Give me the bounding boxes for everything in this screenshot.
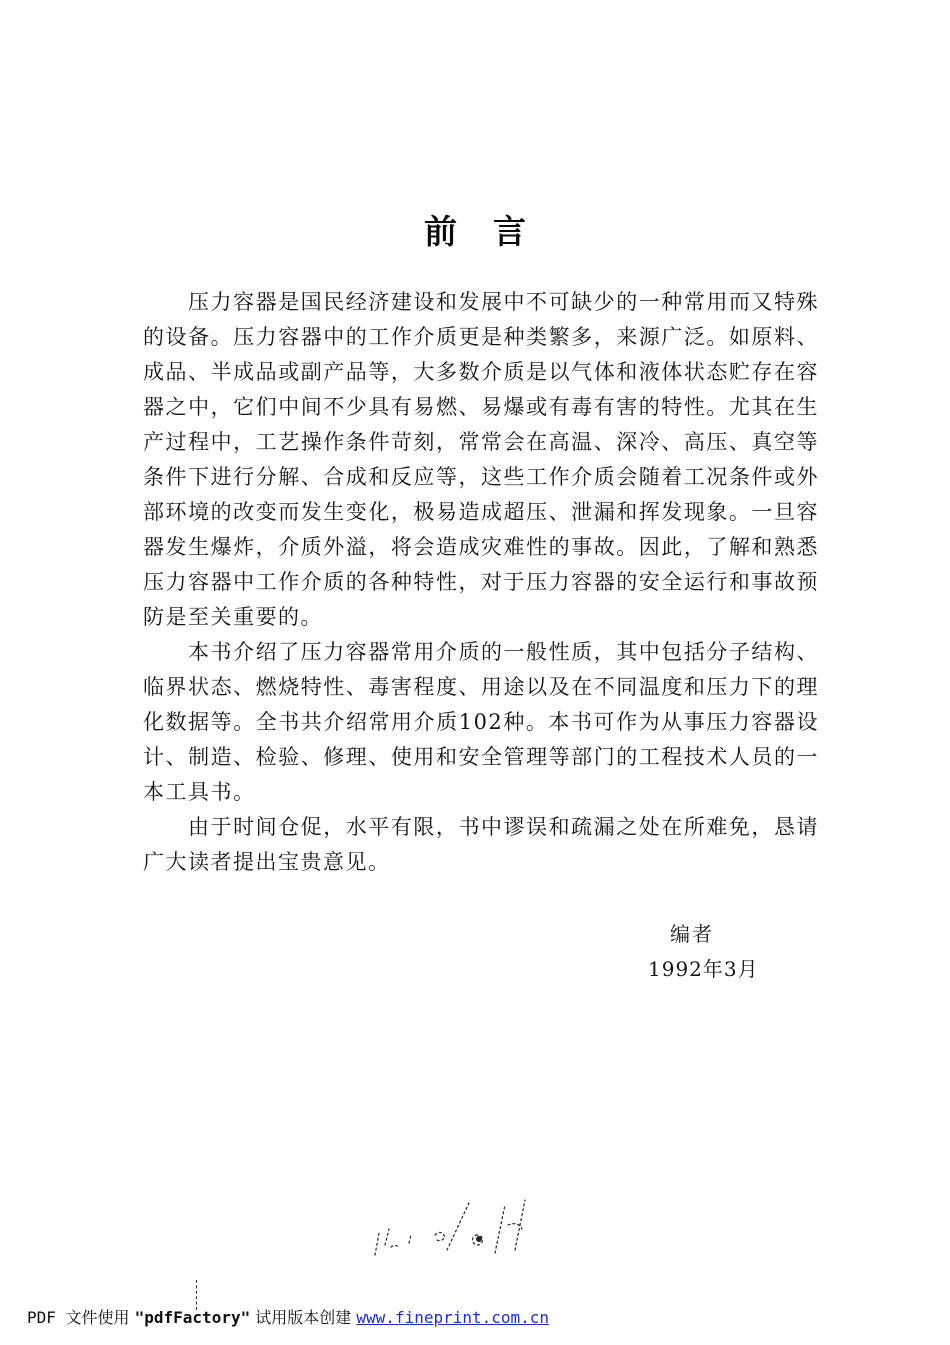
paragraph-2: 本书介绍了压力容器常用介质的一般性质，其中包括分子结构、临界状态、燃烧特性、毒害程度、用途以及在不同温度和压力下的理化数据等。全书共介绍常用介质102种。本书可作为从事压力容器设计、制造、检验、修理、使用和安全管理等部门的工程技术人员的一本工具书。 <box>143 640 819 804</box>
preface-body <box>143 285 819 880</box>
signature-date: 1992年3月 <box>648 957 759 981</box>
text-cursor-mark <box>196 1280 198 1310</box>
signature-author: 编者 <box>670 922 714 946</box>
paragraph-1: 压力容器是国民经济建设和发展中不可缺少的一种常用而又特殊的设备。压力容器中的工作介质更是种类繁多，来源广泛。如原料、成品、半成品或副产品等，大多数介质是以气体和液体状态贮存在容器之中，它们中间不少具有易燃、易爆或有毒有害的特性。尤其在生产过程中，工艺操作条件苛刻，常常会在高温、深冷、高压、真空等条件下进行分解、合成和反应等，这些工作介质会随着工况条件或外部环境的改变而发生变化，极易造成超压、泄漏和挥发现象。一旦容器发生爆炸，介质外溢，将会造成灾难性的事故。因此，了解和熟悉压力容器中工作介质的各种特性，对于压力容器的安全运行和事故预防是至关重要的。 <box>143 290 819 629</box>
paragraph-3: 由于时间仓促，水平有限，书中谬误和疏漏之处在所难免，恳请广大读者提出宝贵意见。 <box>143 815 819 874</box>
footer-text-2: 试用版本创建 <box>250 1308 357 1327</box>
handwritten-mark-icon <box>365 1195 550 1260</box>
fineprint-link[interactable]: www.fineprint.com.cn <box>356 1308 550 1327</box>
footer-prefix: PDF <box>27 1308 66 1327</box>
pdf-watermark-footer <box>27 1307 549 1329</box>
signature-block <box>648 917 778 987</box>
page-title: 前言 <box>424 212 562 251</box>
footer-text-1: 文件使用 <box>65 1308 135 1327</box>
footer-brand: "pdfFactory" <box>134 1308 251 1327</box>
